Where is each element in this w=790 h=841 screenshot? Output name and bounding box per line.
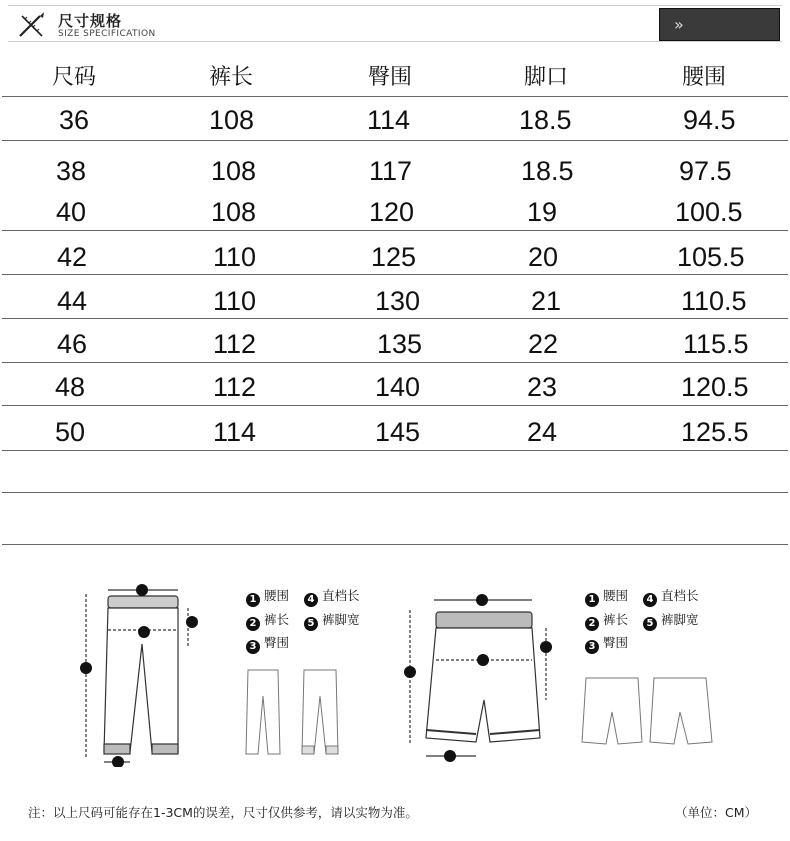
cell-waist: 115.5 xyxy=(683,329,749,359)
size-disclaimer-note: 注：以上尺码可能存在1-3CM的误差，尺寸仅供参考，请以实物为准。 xyxy=(28,805,418,820)
cell-size: 44 xyxy=(57,286,88,316)
cell-hip: 114 xyxy=(367,105,411,135)
cell-waist: 100.5 xyxy=(675,197,743,227)
cell-waist: 97.5 xyxy=(679,156,732,186)
section-title: 尺寸规格 xyxy=(58,12,123,30)
marker-4-icon: 4 xyxy=(643,593,657,607)
table-header-row xyxy=(0,52,790,98)
legend-label: 裤长 xyxy=(603,612,629,627)
legend-label: 腰围 xyxy=(603,588,629,603)
cell-size: 46 xyxy=(57,329,88,359)
column-header-length: 裤长 xyxy=(209,65,254,90)
section-header xyxy=(0,0,790,44)
cell-length: 110 xyxy=(213,286,257,316)
cell-leg-opening: 20 xyxy=(528,242,559,272)
marker-3-icon: 3 xyxy=(246,640,260,654)
legend-item xyxy=(246,610,289,631)
legend-label: 裤长 xyxy=(264,612,290,627)
cell-length: 112 xyxy=(213,329,257,359)
table-rule xyxy=(2,544,788,545)
cell-size: 40 xyxy=(56,197,87,227)
cell-size: 42 xyxy=(57,242,88,272)
cell-size: 36 xyxy=(59,105,90,135)
pen-ruler-icon xyxy=(16,10,46,40)
pants-sketch-image xyxy=(240,666,350,758)
cell-leg-opening: 22 xyxy=(528,329,559,359)
cell-leg-opening: 18.5 xyxy=(521,156,574,186)
table-rule xyxy=(2,450,788,451)
table-rule xyxy=(2,318,788,319)
legend-label: 直档长 xyxy=(661,588,699,603)
cell-hip: 135 xyxy=(377,329,423,359)
legend-item xyxy=(585,633,628,654)
cell-hip: 125 xyxy=(371,242,417,272)
section-subtitle: SIZE SPECIFICATION xyxy=(58,29,156,39)
cell-leg-opening: 19 xyxy=(527,197,558,227)
table-rule xyxy=(2,274,788,275)
column-header-hip: 臀围 xyxy=(368,65,413,90)
legend-label: 臀围 xyxy=(603,635,629,650)
cell-size: 50 xyxy=(55,417,86,447)
cell-hip: 120 xyxy=(369,197,415,227)
cell-hip: 145 xyxy=(375,417,421,447)
cell-length: 108 xyxy=(211,156,257,186)
legend-label: 裤脚宽 xyxy=(322,612,360,627)
cell-length: 110 xyxy=(213,242,257,272)
cell-length: 108 xyxy=(211,197,257,227)
legend-label: 腰围 xyxy=(264,588,290,603)
marker-4-icon: 4 xyxy=(304,593,318,607)
cell-leg-opening: 21 xyxy=(531,286,562,316)
table-rule xyxy=(2,405,788,406)
cell-hip: 140 xyxy=(375,372,421,402)
marker-2-icon: 2 xyxy=(246,617,260,631)
more-button[interactable] xyxy=(659,8,780,41)
header-top-rule xyxy=(8,5,782,6)
cell-length: 112 xyxy=(213,372,257,402)
cell-waist: 105.5 xyxy=(677,242,745,272)
table-rule xyxy=(2,492,788,493)
marker-1-icon: 1 xyxy=(246,593,260,607)
legend-item xyxy=(304,610,360,631)
column-header-waist: 腰围 xyxy=(682,65,727,90)
cell-size: 38 xyxy=(56,156,87,186)
cell-length: 114 xyxy=(213,417,257,447)
cell-length: 108 xyxy=(209,105,255,135)
legend-label: 直档长 xyxy=(322,588,360,603)
column-header-leg-opening: 脚口 xyxy=(524,65,569,90)
table-rule xyxy=(2,362,788,363)
marker-3-icon: 3 xyxy=(585,640,599,654)
cell-waist: 110.5 xyxy=(681,286,747,316)
header-bottom-rule xyxy=(8,41,782,42)
legend-item xyxy=(246,633,289,654)
cell-hip: 130 xyxy=(375,286,421,316)
marker-5-icon: 5 xyxy=(304,617,318,631)
cell-waist: 94.5 xyxy=(683,105,736,135)
pants-measurement-diagram xyxy=(78,582,208,767)
shorts-sketch-image xyxy=(578,672,718,748)
legend-item xyxy=(585,586,628,607)
legend-item xyxy=(585,610,628,631)
cell-size: 48 xyxy=(55,372,86,402)
column-header-size: 尺码 xyxy=(52,65,97,90)
cell-leg-opening: 18.5 xyxy=(519,105,572,135)
cell-leg-opening: 23 xyxy=(527,372,558,402)
unit-label: （单位：CM） xyxy=(675,805,758,820)
cell-waist: 125.5 xyxy=(681,417,749,447)
cell-hip: 117 xyxy=(369,156,413,186)
cell-waist: 120.5 xyxy=(681,372,749,402)
legend-label: 臀围 xyxy=(264,635,290,650)
legend-item xyxy=(643,586,699,607)
legend-item xyxy=(643,610,699,631)
double-chevron-right-icon: » xyxy=(674,15,684,34)
table-rule xyxy=(2,96,788,97)
legend-item xyxy=(304,586,360,607)
legend-item xyxy=(246,586,289,607)
table-rule xyxy=(2,140,788,141)
marker-2-icon: 2 xyxy=(585,617,599,631)
marker-1-icon: 1 xyxy=(585,593,599,607)
shorts-measurement-diagram xyxy=(398,590,560,768)
table-rule xyxy=(2,230,788,231)
marker-5-icon: 5 xyxy=(643,617,657,631)
legend-label: 裤脚宽 xyxy=(661,612,699,627)
cell-leg-opening: 24 xyxy=(527,417,558,447)
